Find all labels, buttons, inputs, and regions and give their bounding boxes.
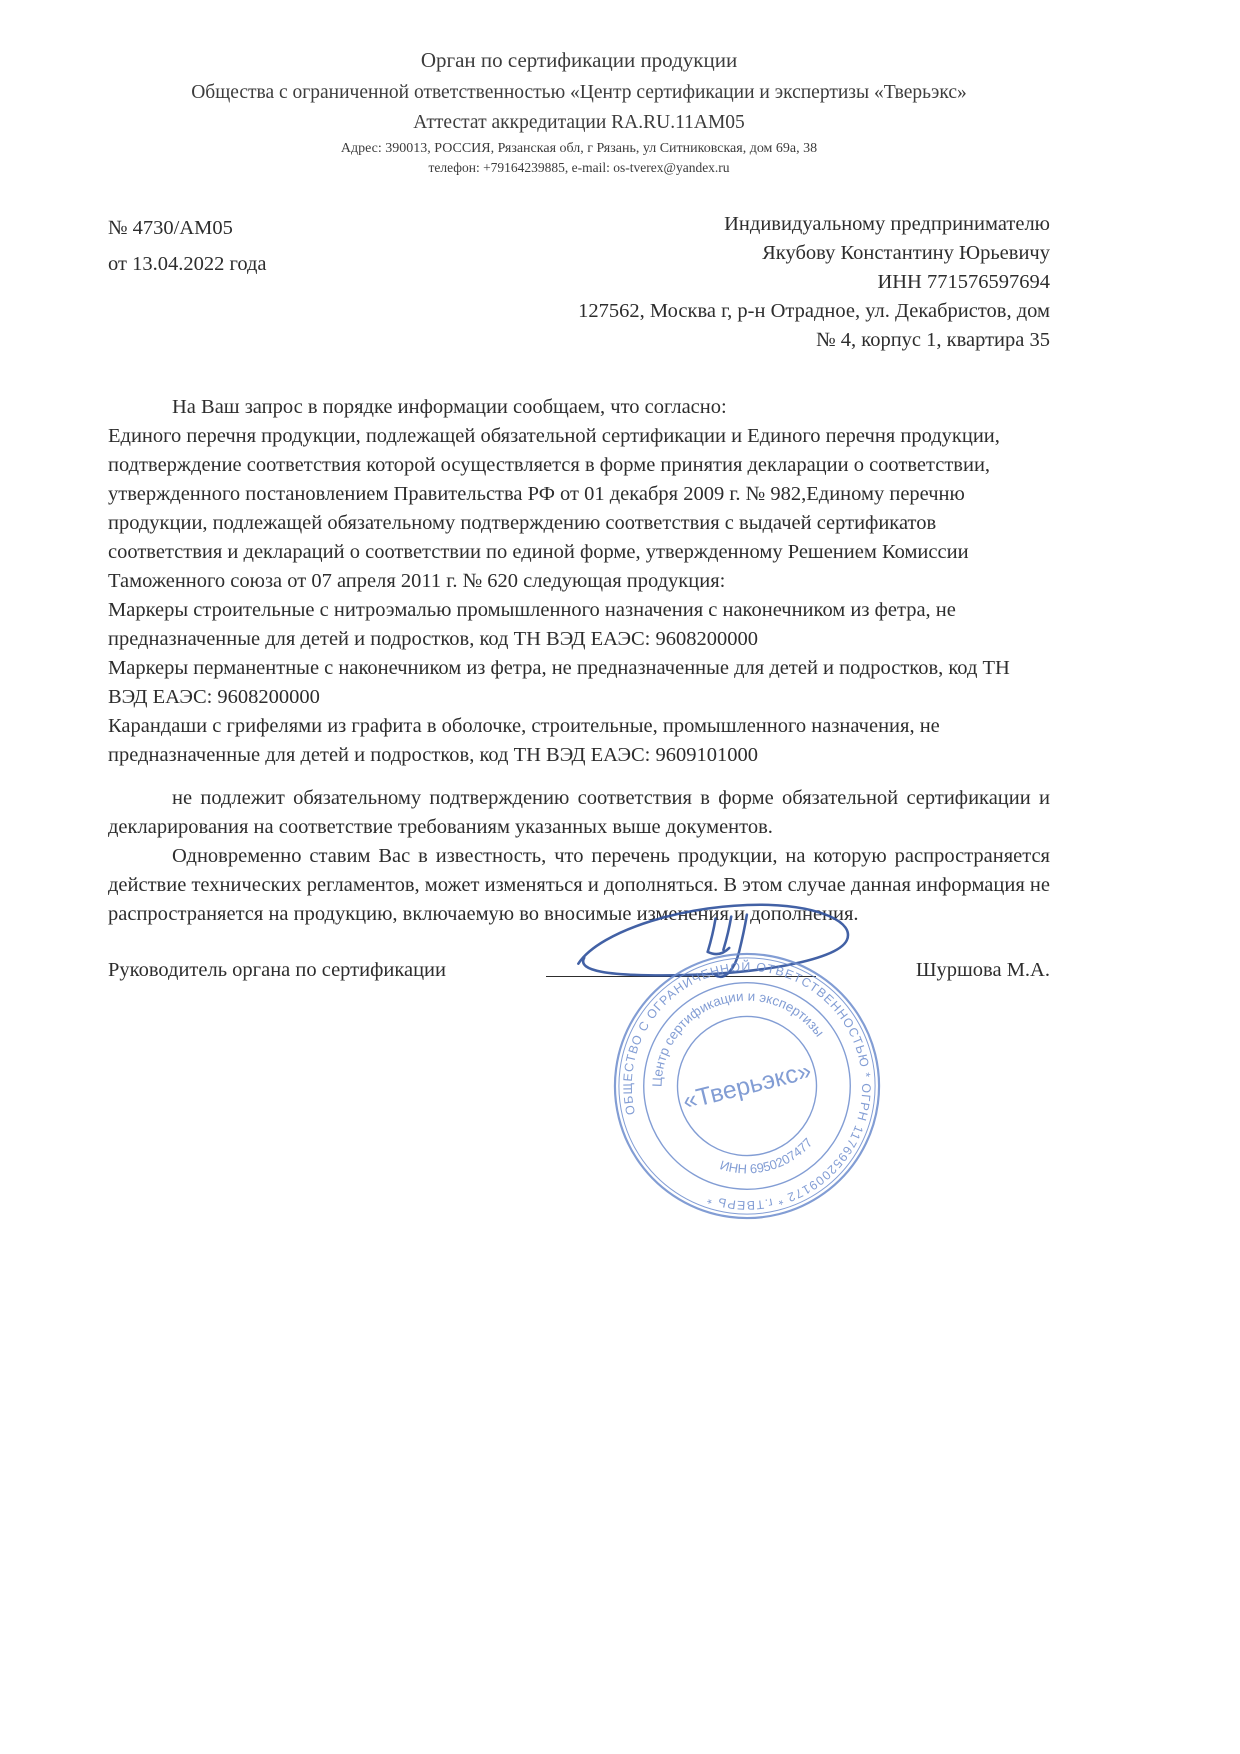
recipient-line-3: ИНН 771576597694 bbox=[877, 271, 1050, 293]
svg-text:Центр сертификации и экспертиз bbox=[632, 969, 831, 1090]
recipient-line-1: Индивидуальному предпринимателю bbox=[724, 213, 1050, 235]
svg-text:ИНН 6950207477 bbox=[715, 1133, 820, 1185]
stamp-texts bbox=[594, 933, 900, 1239]
product-item-2: Маркеры перманентные с наконечником из фетра, не предназначенные для детей и подростков, код ТН ВЭД ЕАЭС: 9608200000 bbox=[108, 657, 1010, 708]
org-address: Адрес: 390013, РОССИЯ, Рязанская обл, г Рязань, ул Ситниковская, дом 69а, 38 bbox=[340, 141, 818, 156]
stamp-rings bbox=[587, 926, 907, 1246]
reference-block bbox=[108, 210, 267, 355]
signer-title: Руководитель органа по сертификации bbox=[108, 959, 446, 981]
accreditation-number: Аттестат аккредитации RA.RU.11АМ05 bbox=[413, 112, 745, 133]
letter-body bbox=[108, 393, 1050, 929]
org-contacts: телефон: +79164239885, e-mail: os-tverex@yandex.ru bbox=[428, 160, 730, 175]
reference-recipient-row bbox=[108, 210, 1050, 355]
stamp-ring-text: Центр сертификации и экспертизы bbox=[649, 988, 828, 1088]
recipient-line-4: 127562, Москва г, р-н Отрадное, ул. Декабристов, дом bbox=[578, 300, 1050, 322]
org-type: Орган по сертификации продукции bbox=[420, 48, 738, 72]
recipient-block bbox=[578, 210, 1050, 355]
round-stamp bbox=[579, 918, 916, 1255]
letter-number: № 4730/АМ05 bbox=[108, 217, 233, 239]
letter-date: от 13.04.2022 года bbox=[108, 253, 267, 275]
recipient-line-5: № 4, корпус 1, квартира 35 bbox=[816, 329, 1050, 351]
letterhead bbox=[108, 48, 1050, 176]
signature-row bbox=[108, 959, 1050, 1213]
stamp-center-text: «Тверьэкс» bbox=[680, 1057, 815, 1116]
org-name: Общества с ограниченной ответственностью «Центр сертификации и экспертизы «Тверьэкс» bbox=[191, 82, 967, 103]
product-item-1: Маркеры строительные с нитроэмалью промышленного назначения с наконечником из фетра, не предназначенные для детей и подростков, код ТН ВЭД ЕАЭС: 9608200000 bbox=[108, 599, 956, 650]
stamp-inn-text: ИНН 6950207477 bbox=[718, 1134, 816, 1177]
svg-text:ОБЩЕСТВО С ОГРАНИЧЕННОЙ ОТВ bbox=[594, 933, 900, 1239]
signature-line bbox=[546, 976, 816, 977]
recipient-line-2: Якубову Константину Юрьевичу bbox=[762, 242, 1050, 264]
product-item-3: Карандаши с грифелями из графита в оболочке, строительные, промышленного назначения, не предназначенные для детей и подростков, код ТН ВЭД ЕАЭС: 9609101000 bbox=[108, 715, 940, 766]
signer-name: Шуршова М.А. bbox=[915, 959, 1050, 981]
stamp-outer-text: ОБЩЕСТВО С ОГРАНИЧЕННОЙ ОТВЕТСТВЕННОСТЬЮ * ОГРН 1176952009172 * г.ТВЕРЬ * bbox=[620, 959, 874, 1213]
legal-basis-paragraph: Единого перечня продукции, подлежащей обязательной сертификации и Единого перечня продукции, подтверждение соответствия которой осуществляется в форме принятия декларации о соответствии, утвержденного постановлением Правительства РФ от 01 декабря 2009 г. № 982,Единому перечню продукции, подлежащей обязательному подтверждению соответствия с выдачей сертификатов соответствия и деклараций о соответствии по единой форме, утвержденному Решением Комиссии Таможенного союза от 07 апреля 2011 г. № 620 следующая продукция: bbox=[108, 425, 1000, 592]
intro-line: На Ваш запрос в порядке информации сообщаем, что согласно: bbox=[172, 396, 727, 418]
conclusion-paragraph: не подлежит обязательному подтверждению соответствия в форме обязательной сертификации и декларирования на соответствие требованиям указанных выше документов. bbox=[108, 787, 1050, 838]
note-paragraph: Одновременно ставим Вас в известность, что перечень продукции, на которую распространяется действие технических регламентов, может изменяться и дополняться. В этом случае данная информация не распространяется на продукцию, включаемую во вносимые изменения и дополнения. bbox=[108, 845, 1050, 925]
